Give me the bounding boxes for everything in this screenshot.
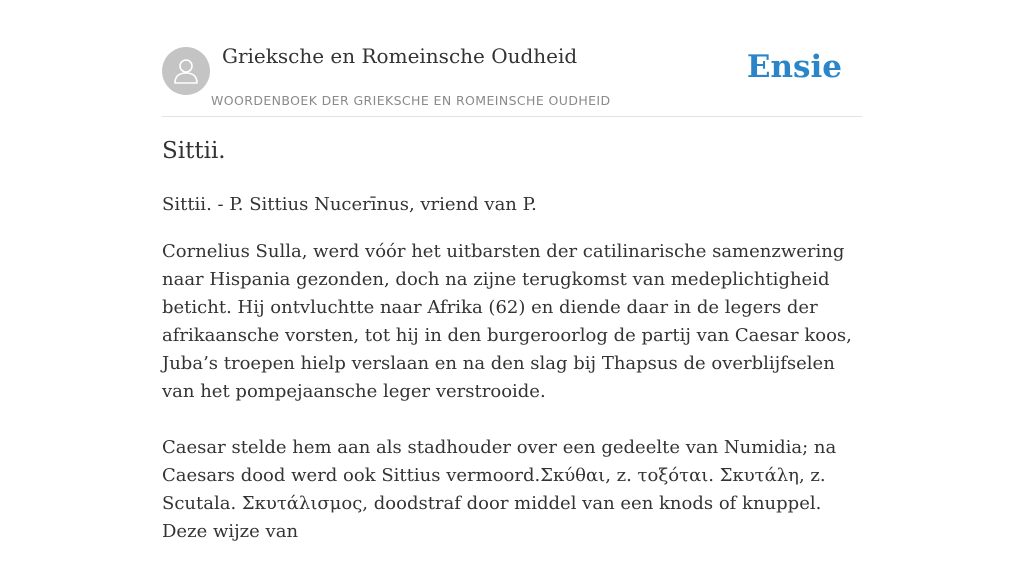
article-paragraph: Caesar stelde hem aan als stadhouder over een gedeelte van Numidia; na Caesars dood werd ook Sittius vermoord.Σκύθαι, z. τοξόται. Σκυτάλη, z. Scutala. Σκυτάλισμος, doodstraf door middel van een knods of knuppel. Deze wijze van — [162, 437, 837, 542]
article-paragraph: Cornelius Sulla, werd vóór het uitbarsten der catilinarische samenzwering naar Hispania gezonden, doch na zijne terugkomst van medeplichtigheid beticht. Hij ontvluchtte naar Afrika (62) en diende daar in de legers der afrikaansche vorsten, tot hij in den burgeroorlog de partij van Caesar koos, Juba’s troepen hielp verslaan en na den slag bij Thapsus de overblijfselen van het pompejaansche leger verstrooide. — [162, 241, 852, 402]
article-body — [162, 191, 862, 565]
article-paragraph: Sittii. - P. Sittius Nucerīnus, vriend van P. — [162, 194, 537, 215]
dictionary-title[interactable]: Grieksche en Romeinsche Oudheid — [222, 44, 578, 68]
user-icon — [171, 56, 201, 86]
avatar[interactable] — [162, 47, 210, 95]
header — [162, 0, 862, 117]
article-title: Sittii. — [162, 138, 226, 164]
ensie-logo[interactable]: Ensie — [746, 49, 842, 85]
dictionary-subtitle[interactable]: WOORDENBOEK DER GRIEKSCHE EN ROMEINSCHE OUDHEID — [211, 93, 611, 108]
content-container — [162, 0, 862, 542]
